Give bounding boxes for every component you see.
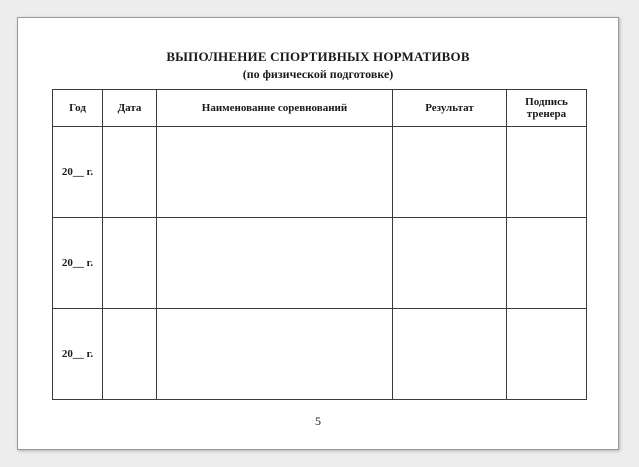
competition-cell[interactable] [157, 218, 393, 309]
year-cell: 20__ г. [53, 127, 103, 218]
header-year: Год [53, 90, 103, 127]
page-subtitle: (по физической подготовке) [242, 67, 394, 81]
header-competition-name: Наименование соревнований [157, 90, 393, 127]
signature-cell[interactable] [507, 309, 587, 400]
competition-cell[interactable] [157, 127, 393, 218]
year-cell: 20__ г. [53, 218, 103, 309]
table-row [53, 127, 587, 218]
table-row [53, 309, 587, 400]
signature-cell[interactable] [507, 218, 587, 309]
standards-table [52, 89, 587, 400]
table-row [53, 218, 587, 309]
page-title: ВЫПОЛНЕНИЕ СПОРТИВНЫХ НОРМАТИВОВ [166, 49, 470, 64]
year-cell: 20__ г. [53, 309, 103, 400]
header-date: Дата [103, 90, 157, 127]
result-cell[interactable] [393, 218, 507, 309]
result-cell[interactable] [393, 127, 507, 218]
page-number: 5 [315, 414, 321, 428]
table-header-row [53, 90, 587, 127]
header-coach-signature: Подпись тренера [507, 90, 587, 127]
signature-cell[interactable] [507, 127, 587, 218]
date-cell[interactable] [103, 127, 157, 218]
result-cell[interactable] [393, 309, 507, 400]
competition-cell[interactable] [157, 309, 393, 400]
header-result: Результат [393, 90, 507, 127]
document-page [17, 17, 619, 450]
date-cell[interactable] [103, 309, 157, 400]
date-cell[interactable] [103, 218, 157, 309]
